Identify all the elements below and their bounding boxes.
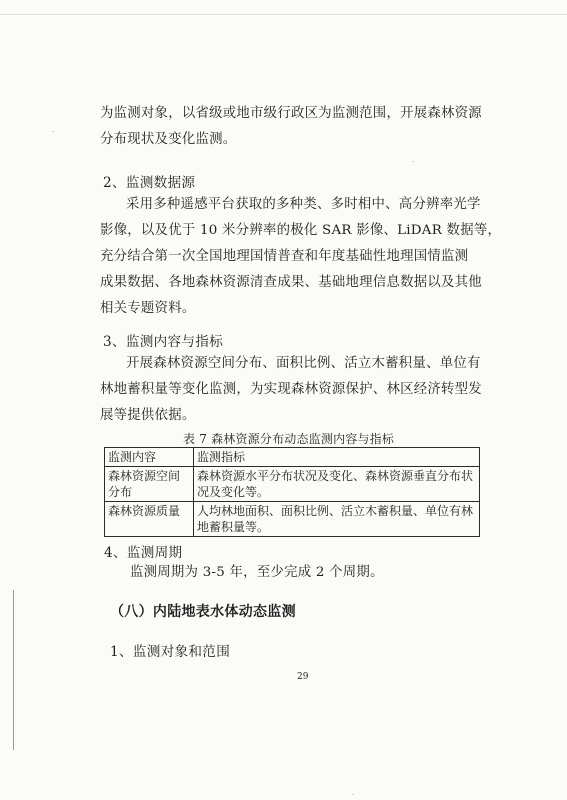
table-caption: 表 7 森林资源分布动态监测内容与指标 xyxy=(183,432,395,446)
paragraph-line: 林地蓄积量等变化监测，为实现森林资源保护、林区经济转型发 xyxy=(100,382,482,397)
table-header-cell: 监测指标 xyxy=(194,448,480,467)
table-cell: 森林资源空间分布 xyxy=(105,467,194,502)
paragraph-line: 监测周期为 3-5 年，至少完成 2 个周期。 xyxy=(130,565,384,580)
scan-speck: · xyxy=(352,791,355,799)
section-heading: 4、监测周期 xyxy=(104,545,183,561)
scan-speck: · xyxy=(412,158,415,166)
paragraph-line: 采用多种遥感平台获取的多种类、多时相中、高分辨率光学 xyxy=(126,197,481,212)
paragraph-line: 影像，以及优于 10 米分辨率的极化 SAR 影像、LiDAR 数据等， xyxy=(100,223,502,238)
paragraph-line: 成果数据、各地森林资源清查成果、基础地理信息数据以及其他 xyxy=(100,275,482,290)
table-row xyxy=(105,502,480,537)
paragraph-line: 开展森林资源空间分布、面积比例、活立木蓄积量、单位有 xyxy=(126,356,481,371)
page-number: 29 xyxy=(297,672,309,682)
table-cell: 森林资源质量 xyxy=(105,502,194,537)
scan-edge-line xyxy=(0,14,567,15)
section-heading: 1、监测对象和范围 xyxy=(110,644,231,660)
section-heading: 3、监测内容与指标 xyxy=(103,334,224,350)
table-7 xyxy=(104,447,480,537)
scan-margin-line xyxy=(13,590,14,750)
scan-speck: · xyxy=(52,128,55,136)
table-row xyxy=(105,467,480,502)
table-cell: 人均林地面积、面积比例、活立木蓄积量、单位有林地蓄积量等。 xyxy=(194,502,480,537)
table-cell: 森林资源水平分布状况及变化、森林资源垂直分布状况及变化等。 xyxy=(194,467,480,502)
paragraph-line: 相关专题资料。 xyxy=(100,301,196,316)
table-header-row xyxy=(105,448,480,467)
paragraph-line: 分布现状及变化监测。 xyxy=(100,132,237,147)
table-header-cell: 监测内容 xyxy=(105,448,194,467)
paragraph-line: 为监测对象，以省级或地市级行政区为监测范围，开展森林资源 xyxy=(100,106,482,121)
section-heading: 2、监测数据源 xyxy=(103,175,196,191)
paragraph-line: 展等提供依据。 xyxy=(100,408,196,423)
chapter-heading: （八）内陆地表水体动态监测 xyxy=(110,604,296,620)
paragraph-line: 充分结合第一次全国地理国情普查和年度基础性地理国情监测 xyxy=(100,249,469,264)
